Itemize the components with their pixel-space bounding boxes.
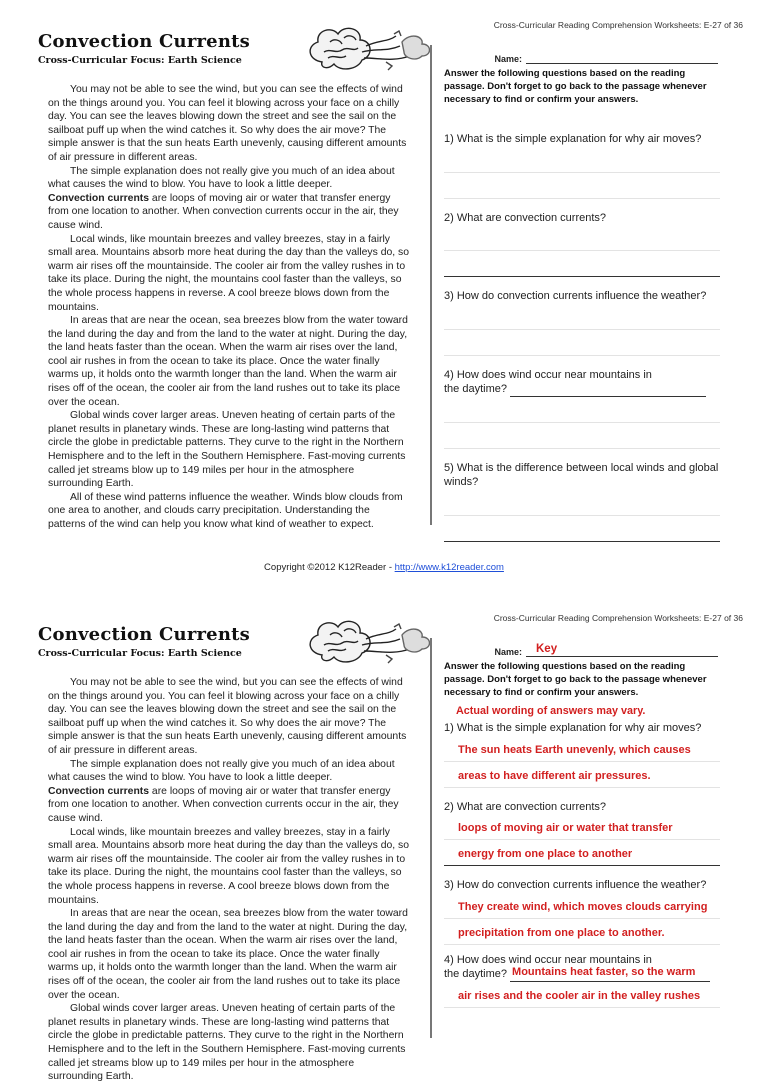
- answer-text: energy from one place to another: [458, 848, 633, 860]
- passage-text: are loops of moving air or water that transfer energy from one location to another. When convection currents occur in the air, they cause wind.: [48, 192, 399, 231]
- name-label: Name:: [494, 54, 522, 64]
- answer-line[interactable]: [444, 516, 720, 542]
- series-label: Cross-Curricular Reading Comprehension Worksheets: E-27 of 36: [493, 20, 743, 30]
- answer-line[interactable]: [444, 173, 720, 199]
- question-2: 2) What are convection currents?: [444, 800, 607, 813]
- question-4-text: 4) How does wind occur near mountains in: [444, 953, 652, 966]
- question-4-text-2: the daytime?: [444, 383, 507, 395]
- answer-line[interactable]: [444, 330, 720, 356]
- passage-paragraph: Global winds cover larger areas. Uneven heating of certain parts of the planet results in planetary winds. These are long-lasting wind patterns that circle the globe in predictable patterns. They curve to the right in the Northern Hemisphere and to the left in the Southern Hemisphere. Fast-moving currents called jet streams blow up to 149 miles per hour in the atmosphere surrounding Earth.: [48, 410, 406, 490]
- passage-paragraph: In areas that are near the ocean, sea breezes blow from the water toward the land during the day and from the land to the water at night. During the day, the land heats faster than the ocean. When the warm air rises over the land, cool air rushes in from the ocean to take its place. Once the water finally warms up, it holds onto the warmth longer than the land. When the warm air rises off of the ocean, the cooler air from the land rushes out to take its place over the ocean.: [48, 908, 408, 1001]
- answer-line[interactable]: [444, 736, 720, 762]
- answer-text: areas to have different air pressures.: [458, 769, 651, 782]
- question-column: [444, 48, 720, 542]
- answer-text: air rises and the cooler air in the valley rushes: [458, 989, 701, 1002]
- answer-line[interactable]: [444, 840, 720, 866]
- worksheet-page-key: [0, 593, 768, 1083]
- answer-line-inline[interactable]: [510, 966, 710, 982]
- name-value: Key: [536, 643, 558, 655]
- answer-text: loops of moving air or water that transfer: [458, 822, 673, 834]
- k12reader-link[interactable]: http://www.k12reader.com: [394, 562, 504, 573]
- passage-paragraph: You may not be able to see the wind, but you can see the effects of wind on the things around you. You can feel it blowing across your face on a chilly day. You can see the leaves blowing down the street and see the sail on the sailboat puff up when the wind catches it. So why does the air move? The simple answer is that the sun heats Earth unevenly, causing different amounts of air pressure in different areas.: [48, 677, 407, 756]
- answer-line[interactable]: [444, 893, 720, 919]
- answer-line[interactable]: [444, 225, 720, 251]
- worksheet-subtitle: Cross-Curricular Focus: Earth Science: [38, 648, 242, 659]
- answer-line-inline[interactable]: [510, 384, 706, 397]
- reading-passage: [48, 676, 410, 1084]
- question-2: 2) What are convection currents?: [444, 211, 607, 224]
- passage-paragraph: You may not be able to see the wind, but you can see the effects of wind on the things around you. You can feel it blowing across your face on a chilly day. You can see the leaves blowing down the street and see the sail on the sailboat puff up when the wind catches it. So why does the air move? The simple answer is that the sun heats Earth unevenly, causing different amounts of air pressure in different areas.: [48, 84, 407, 163]
- wind-cloud-illustration-icon: [300, 615, 440, 673]
- column-divider: [430, 638, 432, 1038]
- answer-line[interactable]: [444, 982, 720, 1008]
- answer-key-note: Actual wording of answers may vary.: [456, 705, 646, 717]
- wind-cloud-illustration-icon: [300, 22, 440, 80]
- answer-line[interactable]: [444, 147, 720, 173]
- passage-text: are loops of moving air or water that transfer energy from one location to another. When convection currents occur in the air, they cause wind.: [48, 785, 399, 824]
- reading-passage: [48, 83, 410, 532]
- name-row: [444, 641, 720, 657]
- question-1: 1) What is the simple explanation for why air moves?: [444, 722, 702, 734]
- copyright-footer: [0, 562, 768, 573]
- passage-paragraph: [48, 192, 410, 233]
- answer-text: precipitation from one place to another.: [458, 926, 665, 939]
- question-4: [444, 953, 720, 982]
- answer-line[interactable]: [444, 304, 720, 330]
- question-4: [444, 368, 720, 397]
- name-field[interactable]: [526, 644, 718, 657]
- keyword-convection-currents: Convection currents: [48, 785, 150, 797]
- series-label: Cross-Curricular Reading Comprehension Worksheets: E-27 of 36: [493, 613, 743, 623]
- passage-paragraph: In areas that are near the ocean, sea breezes blow from the water toward the land during the day and from the land to the water at night. During the day, the land heats faster than the ocean. When the warm air rises over the land, cool air rushes in from the ocean to take its place. Once the water finally warms up, it holds onto the warmth longer than the land. When the warm air rises off of the ocean, the cooler air from the land rushes out to take its place over the ocean.: [48, 315, 408, 408]
- worksheet-subtitle: Cross-Curricular Focus: Earth Science: [38, 55, 242, 66]
- answer-text: The sun heats Earth unevenly, which causes: [458, 743, 691, 756]
- copyright-text: Copyright ©2012 K12Reader -: [264, 562, 395, 573]
- question-3: 3) How do convection currents influence the weather?: [444, 879, 707, 891]
- passage-paragraph: Local winds, like mountain breezes and valley breezes, stay in a fairly small area. Mountains absorb more heat during the day than the valleys do, so warm air rises off the mountainside. The cooler air from the valley rushes in to take its place. During the night, the mountains cool faster than the valleys, so the whole process happens in reverse. A cool breeze blows down from the mountains.: [48, 233, 409, 313]
- passage-paragraph: The simple explanation does not really give you much of an idea about what causes the wind to blow. You have to look a little deeper.: [48, 165, 395, 191]
- worksheet-title: Convection Currents: [38, 624, 250, 645]
- passage-paragraph: The simple explanation does not really give you much of an idea about what causes the wind to blow. You have to look a little deeper.: [48, 758, 395, 784]
- answer-line[interactable]: [444, 251, 720, 277]
- question-4-text: 4) How does wind occur near mountains in: [444, 368, 652, 381]
- instructions: Answer the following questions based on the reading passage. Don't forget to go back to the passage whenever necessary to find or confirm your answers.: [444, 661, 707, 698]
- question-5: 5) What is the difference between local winds and global winds?: [444, 461, 719, 488]
- passage-paragraph: Global winds cover larger areas. Uneven heating of certain parts of the planet results in planetary winds. These are long-lasting wind patterns that circle the globe in predictable patterns. They curve to the right in the Northern Hemisphere and to the left in the Southern Hemisphere. Fast-moving currents called jet streams blow up to 149 miles per hour in the atmosphere surrounding Earth.: [48, 1003, 406, 1083]
- answer-text: Mountains heat faster, so the warm: [512, 966, 696, 978]
- answer-line[interactable]: [444, 490, 720, 516]
- answer-line[interactable]: [444, 762, 720, 788]
- answer-line[interactable]: [444, 919, 720, 945]
- passage-paragraph: Local winds, like mountain breezes and valley breezes, stay in a fairly small area. Mountains absorb more heat during the day than the valleys do, so warm air rises off the mountainside. The cooler air from the valley rushes in to take its place. During the night, the mountains cool faster than the valleys, so the whole process happens in reverse. A cool breeze blows down from the mountains.: [48, 826, 409, 906]
- question-column: [444, 641, 720, 1008]
- passage-paragraph: [48, 785, 410, 826]
- name-field[interactable]: [526, 51, 718, 64]
- answer-text: They create wind, which moves clouds carrying: [458, 900, 708, 913]
- answer-line[interactable]: [444, 423, 720, 449]
- instructions: Answer the following questions based on the reading passage. Don't forget to go back to the passage whenever necessary to find or confirm your answers.: [444, 68, 707, 105]
- column-divider: [430, 45, 432, 525]
- question-4-text-2: the daytime?: [444, 968, 507, 980]
- worksheet-title: Convection Currents: [38, 31, 250, 52]
- answer-line[interactable]: [444, 814, 720, 840]
- question-3: 3) How do convection currents influence the weather?: [444, 290, 707, 302]
- answer-line[interactable]: [444, 397, 720, 423]
- keyword-convection-currents: Convection currents: [48, 192, 150, 204]
- passage-paragraph: All of these wind patterns influence the weather. Winds blow clouds from one area to another, and clouds carry precipitation. Understanding the patterns of the wind can help you know what kind of weather to expect.: [48, 491, 403, 530]
- question-1: 1) What is the simple explanation for why air moves?: [444, 133, 702, 145]
- name-row: [444, 48, 720, 64]
- name-label: Name:: [494, 647, 522, 657]
